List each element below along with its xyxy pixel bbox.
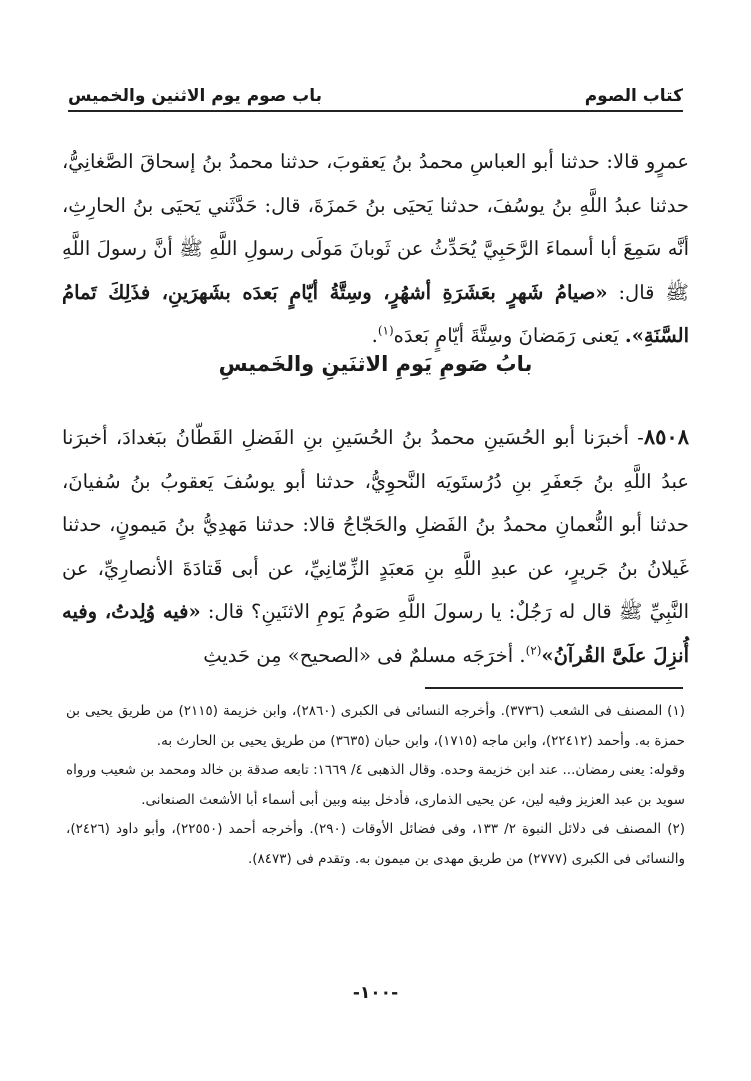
- hadith-text: - أخبرَنا أبو الحُسَينِ محمدُ بنُ الحُسَينِ بنِ الفَضلِ القَطّانُ ببَغدادَ، أخبرَنا عبدُ اللَّهِ بنُ جَعفَرِ بنِ دُرُستَويَه النَّحوِيُّ، حدثنا أبو يوسُفَ يَعقوبُ بنُ سُفيانَ، حدثنا أبو النُّعمانِ محمدُ بنُ الفَضلِ والحَجّاجُ قالا: حدثنا مَهدِيُّ بنُ مَيمونٍ، حدثنا غَيلانُ بنُ جَريرٍ، عن عبدِ اللَّهِ بنِ مَعبَدٍ الزِّمّانِيِّ، عن أبى قَتادَةَ الأنصارِيِّ، عن النَّبِيِّ ﷺ قال له رَجُلٌ: يا رسولَ اللَّهِ صَومُ يَومِ الاثنَينِ؟ قال:: [62, 426, 689, 623]
- header-chapter-title: باب صوم يوم الاثنين والخميس: [68, 86, 323, 106]
- hadith-number: ٨٥٠٨: [643, 424, 689, 449]
- hadith-quote: «فيه وُلِدتُ، وفيه أُنزِلَ علَىَّ القُرآنُ»: [62, 600, 689, 667]
- paragraph-text: عمرٍو قالا: حدثنا أبو العباسِ محمدُ بنُ يَعقوبَ، حدثنا محمدُ بنُ إسحاقَ الصَّغانِيُّ، حدثنا عبدُ اللَّهِ بنُ يوسُفَ، حدثنا يَحيَى بنُ حَمزَةَ، قال: حَدَّثَني يَحيَى بنُ الحارِثِ، أنَّه سَمِعَ أبا أسماءَ الرَّحَبِيَّ يُحَدِّثُ عن ثَوبانَ مَولَى رسولِ اللَّهِ ﷺ أنَّ رسولَ اللَّهِ ﷺ قال:: [62, 150, 689, 304]
- prophetic-quote: «صيامُ شَهرٍ بعَشَرَةِ أشهُرٍ، وسِتَّةُ أيّامٍ بَعدَه بشَهرَينِ، فذَلِكَ تَمامُ السَّنَةِ».: [62, 280, 689, 347]
- main-text-block: [62, 140, 689, 358]
- chapter-heading: بابُ صَومِ يَومِ الاثنَينِ والخَميسِ: [218, 352, 533, 376]
- running-header: [68, 76, 683, 112]
- hadith-block: [62, 415, 689, 677]
- paragraph-tail: يَعنى رَمَضانَ وسِتَّةَ أيّامٍ بَعدَه: [393, 324, 625, 347]
- header-book-title: كتاب الصوم: [584, 86, 683, 106]
- footnote-separator: [425, 687, 683, 689]
- footnotes-block: [66, 697, 685, 874]
- footnote-2: (٢) المصنف فى دلائل النبوة ٢/ ١٣٣، وفى فضائل الأوقات (٢٩٠). وأخرجه أحمد (٢٢٥٥٠)، وأبو داود (٢٤٢٦)، والنسائى فى الكبرى (٢٧٧٧) من طريق مهدى بن ميمون به. وتقدم فى (٨٤٧٣).: [66, 821, 686, 867]
- footnote-ref-1[interactable]: (١): [377, 323, 394, 338]
- footnote-ref-2[interactable]: (٢): [525, 643, 542, 657]
- paragraph-end: .: [371, 324, 378, 347]
- hadith-tail: . أخرَجَه مسلمٌ فى «الصحيح» مِن حَديثِ: [203, 643, 526, 667]
- hadith-paragraph: [62, 415, 689, 677]
- footnote-1: (١) المصنف فى الشعب (٣٧٣٦). وأخرجه النسائى فى الكبرى (٢٨٦٠)، وابن خزيمة (٢١١٥) من طريق يحيى بن حمزة به. وأحمد (٢٢٤١٢)، وابن ماجه (١٧١٥)، وابن حبان (٣٦٣٥) من طريق يحيى بن الحارث به.: [66, 703, 685, 749]
- footnote-1-note: وقوله: يعنى رمضان... عند ابن خزيمة وحده. وقال الذهبى ٤/ ١٦٦٩: تابعه صدقة بن خالد ومحمد بن شعيب ورواه سويد بن عبد العزيز وفيه لين، عن يحيى الذمارى، فأدخل بينه وبين أبى أسماء أبا الأشعث الصنعانى.: [66, 762, 685, 808]
- paragraph-continuation: [62, 140, 689, 358]
- page-number: -١٠٠-: [352, 983, 399, 1003]
